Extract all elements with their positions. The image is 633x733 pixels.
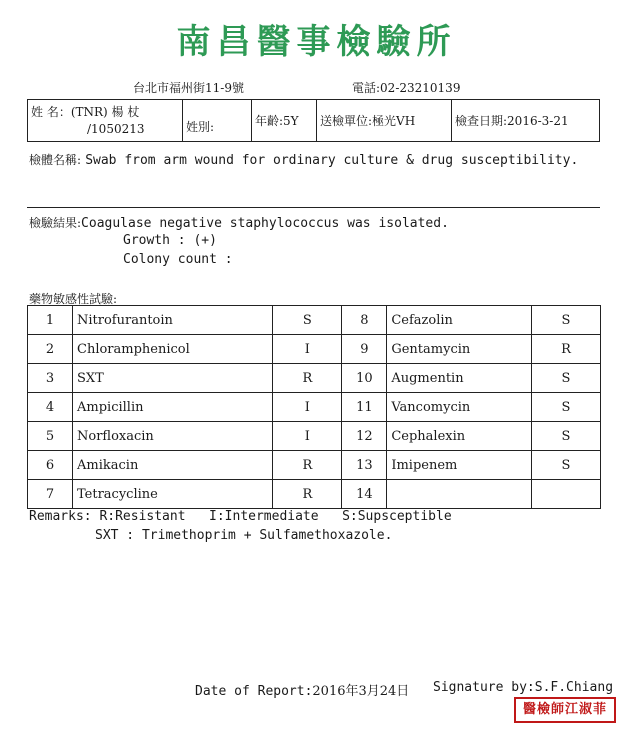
drug-name: Ampicillin: [73, 393, 273, 422]
sensitivity-row: [28, 480, 601, 509]
drug-number: 13: [342, 451, 387, 480]
drug-number: 12: [342, 422, 387, 451]
remarks-line-1: Remarks: R:Resistant I:Intermediate S:Supsceptible: [29, 509, 452, 524]
drug-name: Cephalexin: [387, 422, 532, 451]
patient-name-cell: [28, 100, 183, 142]
age-label: 年齡:: [255, 114, 284, 128]
specimen-row: [29, 151, 578, 168]
colony-label: Colony count :: [123, 252, 233, 267]
drug-number: 1: [28, 306, 73, 335]
drug-result: I: [273, 393, 342, 422]
name-value: (TNR) 楊 杖: [70, 104, 140, 119]
sensitivity-row: [28, 306, 601, 335]
drug-result: S: [532, 393, 601, 422]
sensitivity-row: [28, 422, 601, 451]
report-date-label: Date of Report:: [195, 684, 313, 699]
signature-value: S.F.Chiang: [534, 680, 614, 695]
lab-name: 南昌醫事檢驗所: [176, 22, 457, 62]
drug-number: 9: [342, 335, 387, 364]
phone-label: 電話:: [352, 81, 381, 95]
report-date: [195, 680, 409, 699]
age-cell: [252, 100, 317, 142]
exam-date-label: 檢查日期:: [455, 114, 508, 128]
drug-result: R: [273, 364, 342, 393]
patient-info-table: [27, 99, 600, 142]
sensitivity-row: [28, 364, 601, 393]
drug-name: Gentamycin: [387, 335, 532, 364]
growth-value: (+): [193, 233, 217, 248]
report-date-value: 2016年3月24日: [312, 684, 410, 699]
drug-name: SXT: [73, 364, 273, 393]
drug-result: I: [273, 422, 342, 451]
drug-name: Augmentin: [387, 364, 532, 393]
name-label: 姓 名：: [31, 104, 71, 119]
sensitivity-row: [28, 451, 601, 480]
phone-value: 02-23210139: [380, 81, 461, 95]
sex-cell: [183, 100, 252, 142]
unit-label: 送檢單位:: [320, 114, 373, 128]
drug-number: 8: [342, 306, 387, 335]
sex-label: 姓別:: [186, 120, 215, 134]
result-row: [29, 214, 449, 231]
drug-name: Vancomycin: [387, 393, 532, 422]
drug-number: 11: [342, 393, 387, 422]
growth-row: [123, 233, 217, 248]
patient-id: /1050213: [87, 121, 145, 136]
divider: [27, 207, 600, 208]
specimen-value: Swab from arm wound for ordinary culture & drug susceptibility.: [85, 153, 579, 168]
drug-number: 6: [28, 451, 73, 480]
drug-name: Amikacin: [73, 451, 273, 480]
drug-result: R: [273, 451, 342, 480]
drug-result: S: [532, 306, 601, 335]
drug-result: S: [532, 422, 601, 451]
exam-date-value: 2016-3-21: [507, 114, 569, 128]
date-cell: [452, 100, 600, 142]
age-value: 5Y: [283, 114, 299, 128]
drug-number: 4: [28, 393, 73, 422]
drug-name: Chloramphenicol: [73, 335, 273, 364]
sensitivity-table: [27, 305, 601, 509]
lab-address: 台北市福州街11-9號: [133, 81, 244, 95]
signature-label: Signature by:: [433, 680, 535, 695]
unit-value: 極光VH: [372, 114, 416, 128]
drug-name: Norfloxacin: [73, 422, 273, 451]
drug-result: S: [532, 364, 601, 393]
remarks-line-2: SXT : Trimethoprim + Sulfamethoxazole.: [95, 528, 393, 543]
result-value: Coagulase negative staphylococcus was isolated.: [81, 216, 449, 231]
specimen-label: 檢體名稱:: [29, 153, 82, 167]
result-label: 檢驗結果:: [29, 216, 82, 230]
drug-number: 10: [342, 364, 387, 393]
drug-result: R: [273, 480, 342, 509]
sensitivity-row: [28, 393, 601, 422]
lab-phone: [352, 79, 460, 96]
drug-number: 3: [28, 364, 73, 393]
drug-name: Tetracycline: [73, 480, 273, 509]
drug-name: Nitrofurantoin: [73, 306, 273, 335]
drug-name: [387, 480, 532, 509]
drug-number: 7: [28, 480, 73, 509]
drug-number: 5: [28, 422, 73, 451]
growth-label: Growth :: [123, 233, 186, 248]
unit-cell: [317, 100, 452, 142]
drug-result: I: [273, 335, 342, 364]
drug-result: S: [273, 306, 342, 335]
sensitivity-row: [28, 335, 601, 364]
drug-result: [532, 480, 601, 509]
drug-name: Imipenem: [387, 451, 532, 480]
sensitivity-label: 藥物敏感性試驗:: [29, 292, 118, 306]
drug-result: S: [532, 451, 601, 480]
drug-number: 2: [28, 335, 73, 364]
drug-result: R: [532, 335, 601, 364]
colony-row: [123, 252, 233, 267]
signature-stamp: 醫檢師江淑菲: [514, 697, 616, 723]
drug-name: Cefazolin: [387, 306, 532, 335]
sensitivity-table-body: [28, 306, 601, 509]
signature: [433, 680, 613, 695]
drug-number: 14: [342, 480, 387, 509]
